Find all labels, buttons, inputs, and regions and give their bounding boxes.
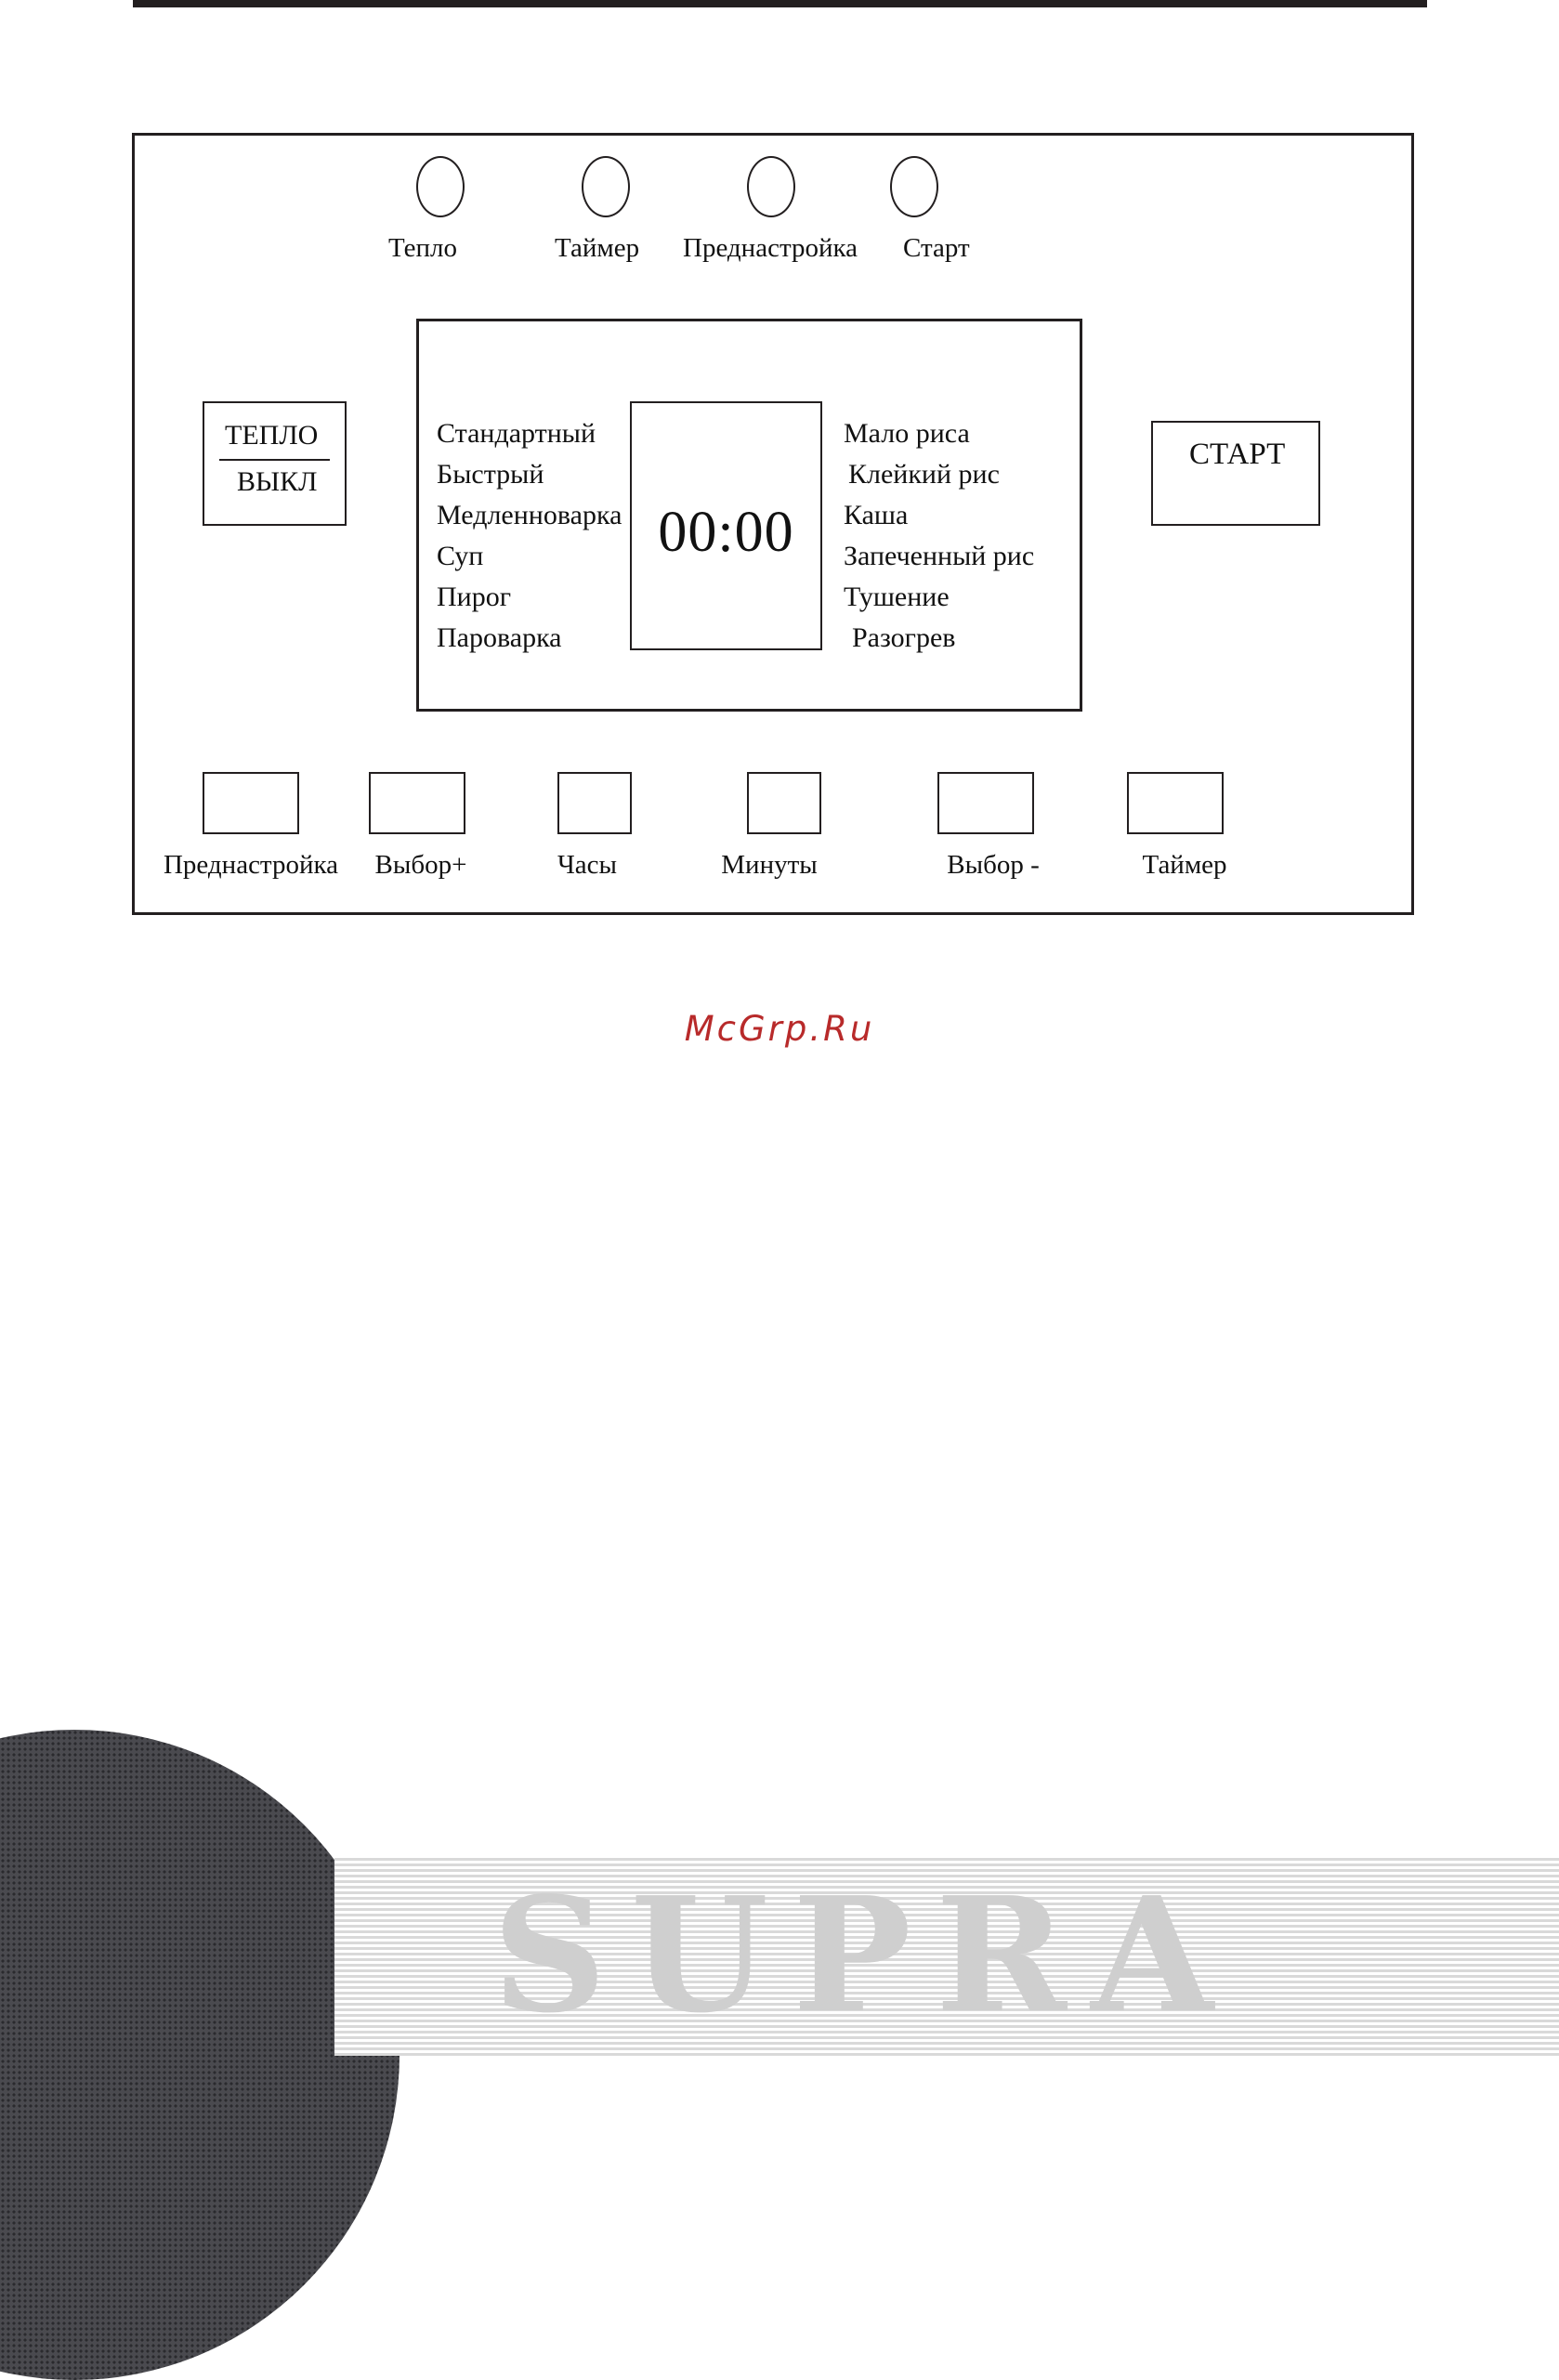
hours-button[interactable]: [557, 772, 632, 834]
teplo-label: ТЕПЛО: [225, 420, 319, 451]
program-item: Медленноварка: [437, 500, 622, 530]
indicator-timer-lamp: [582, 156, 630, 217]
program-list-left: [437, 413, 622, 659]
top-rule: [133, 0, 1427, 7]
teplo-divider: [219, 459, 330, 461]
site-watermark: McGrp.Ru: [684, 1009, 875, 1049]
indicator-teplo-lamp: [416, 156, 465, 217]
program-item: Мало риса: [844, 418, 970, 449]
start-button-label: СТАРТ: [1189, 438, 1286, 471]
hours-button-label: Часы: [557, 850, 618, 880]
indicator-preset-label: Преднастройка: [683, 233, 858, 263]
program-item: Пирог: [437, 582, 512, 612]
program-item: Быстрый: [437, 459, 544, 490]
preset-button[interactable]: [203, 772, 299, 834]
timer-button-label: Таймер: [1142, 850, 1227, 880]
select-minus-button-label: Выбор -: [947, 850, 1040, 880]
indicator-start-lamp: [890, 156, 938, 217]
off-label: ВЫКЛ: [237, 466, 318, 497]
program-item: Пароварка: [437, 622, 562, 653]
teplo-off-button[interactable]: [203, 401, 347, 526]
indicator-preset-lamp: [747, 156, 795, 217]
program-item: Разогрев: [852, 622, 956, 653]
program-item: Клейкий рис: [848, 459, 1000, 490]
select-plus-button[interactable]: [369, 772, 465, 834]
preset-button-label: Преднастройка: [163, 850, 339, 880]
program-item: Запеченный рис: [844, 541, 1035, 571]
minutes-button[interactable]: [747, 772, 821, 834]
time-display: [630, 401, 822, 650]
minutes-button-label: Минуты: [721, 850, 818, 880]
program-item: Стандартный: [437, 418, 596, 449]
time-readout: 00:00: [658, 501, 794, 564]
program-item: Тушение: [844, 582, 950, 612]
indicator-timer-label: Таймер: [555, 233, 640, 263]
start-button[interactable]: [1151, 421, 1320, 526]
select-minus-button[interactable]: [937, 772, 1034, 834]
indicator-start-label: Старт: [903, 233, 970, 263]
select-plus-button-label: Выбор+: [374, 850, 467, 880]
indicator-teplo-label: Тепло: [388, 233, 457, 263]
program-item: Каша: [844, 500, 909, 530]
brand-logo: SUPRA: [492, 1863, 1238, 2048]
program-item: Суп: [437, 541, 484, 571]
timer-button[interactable]: [1127, 772, 1224, 834]
program-list-right: [844, 413, 1034, 659]
